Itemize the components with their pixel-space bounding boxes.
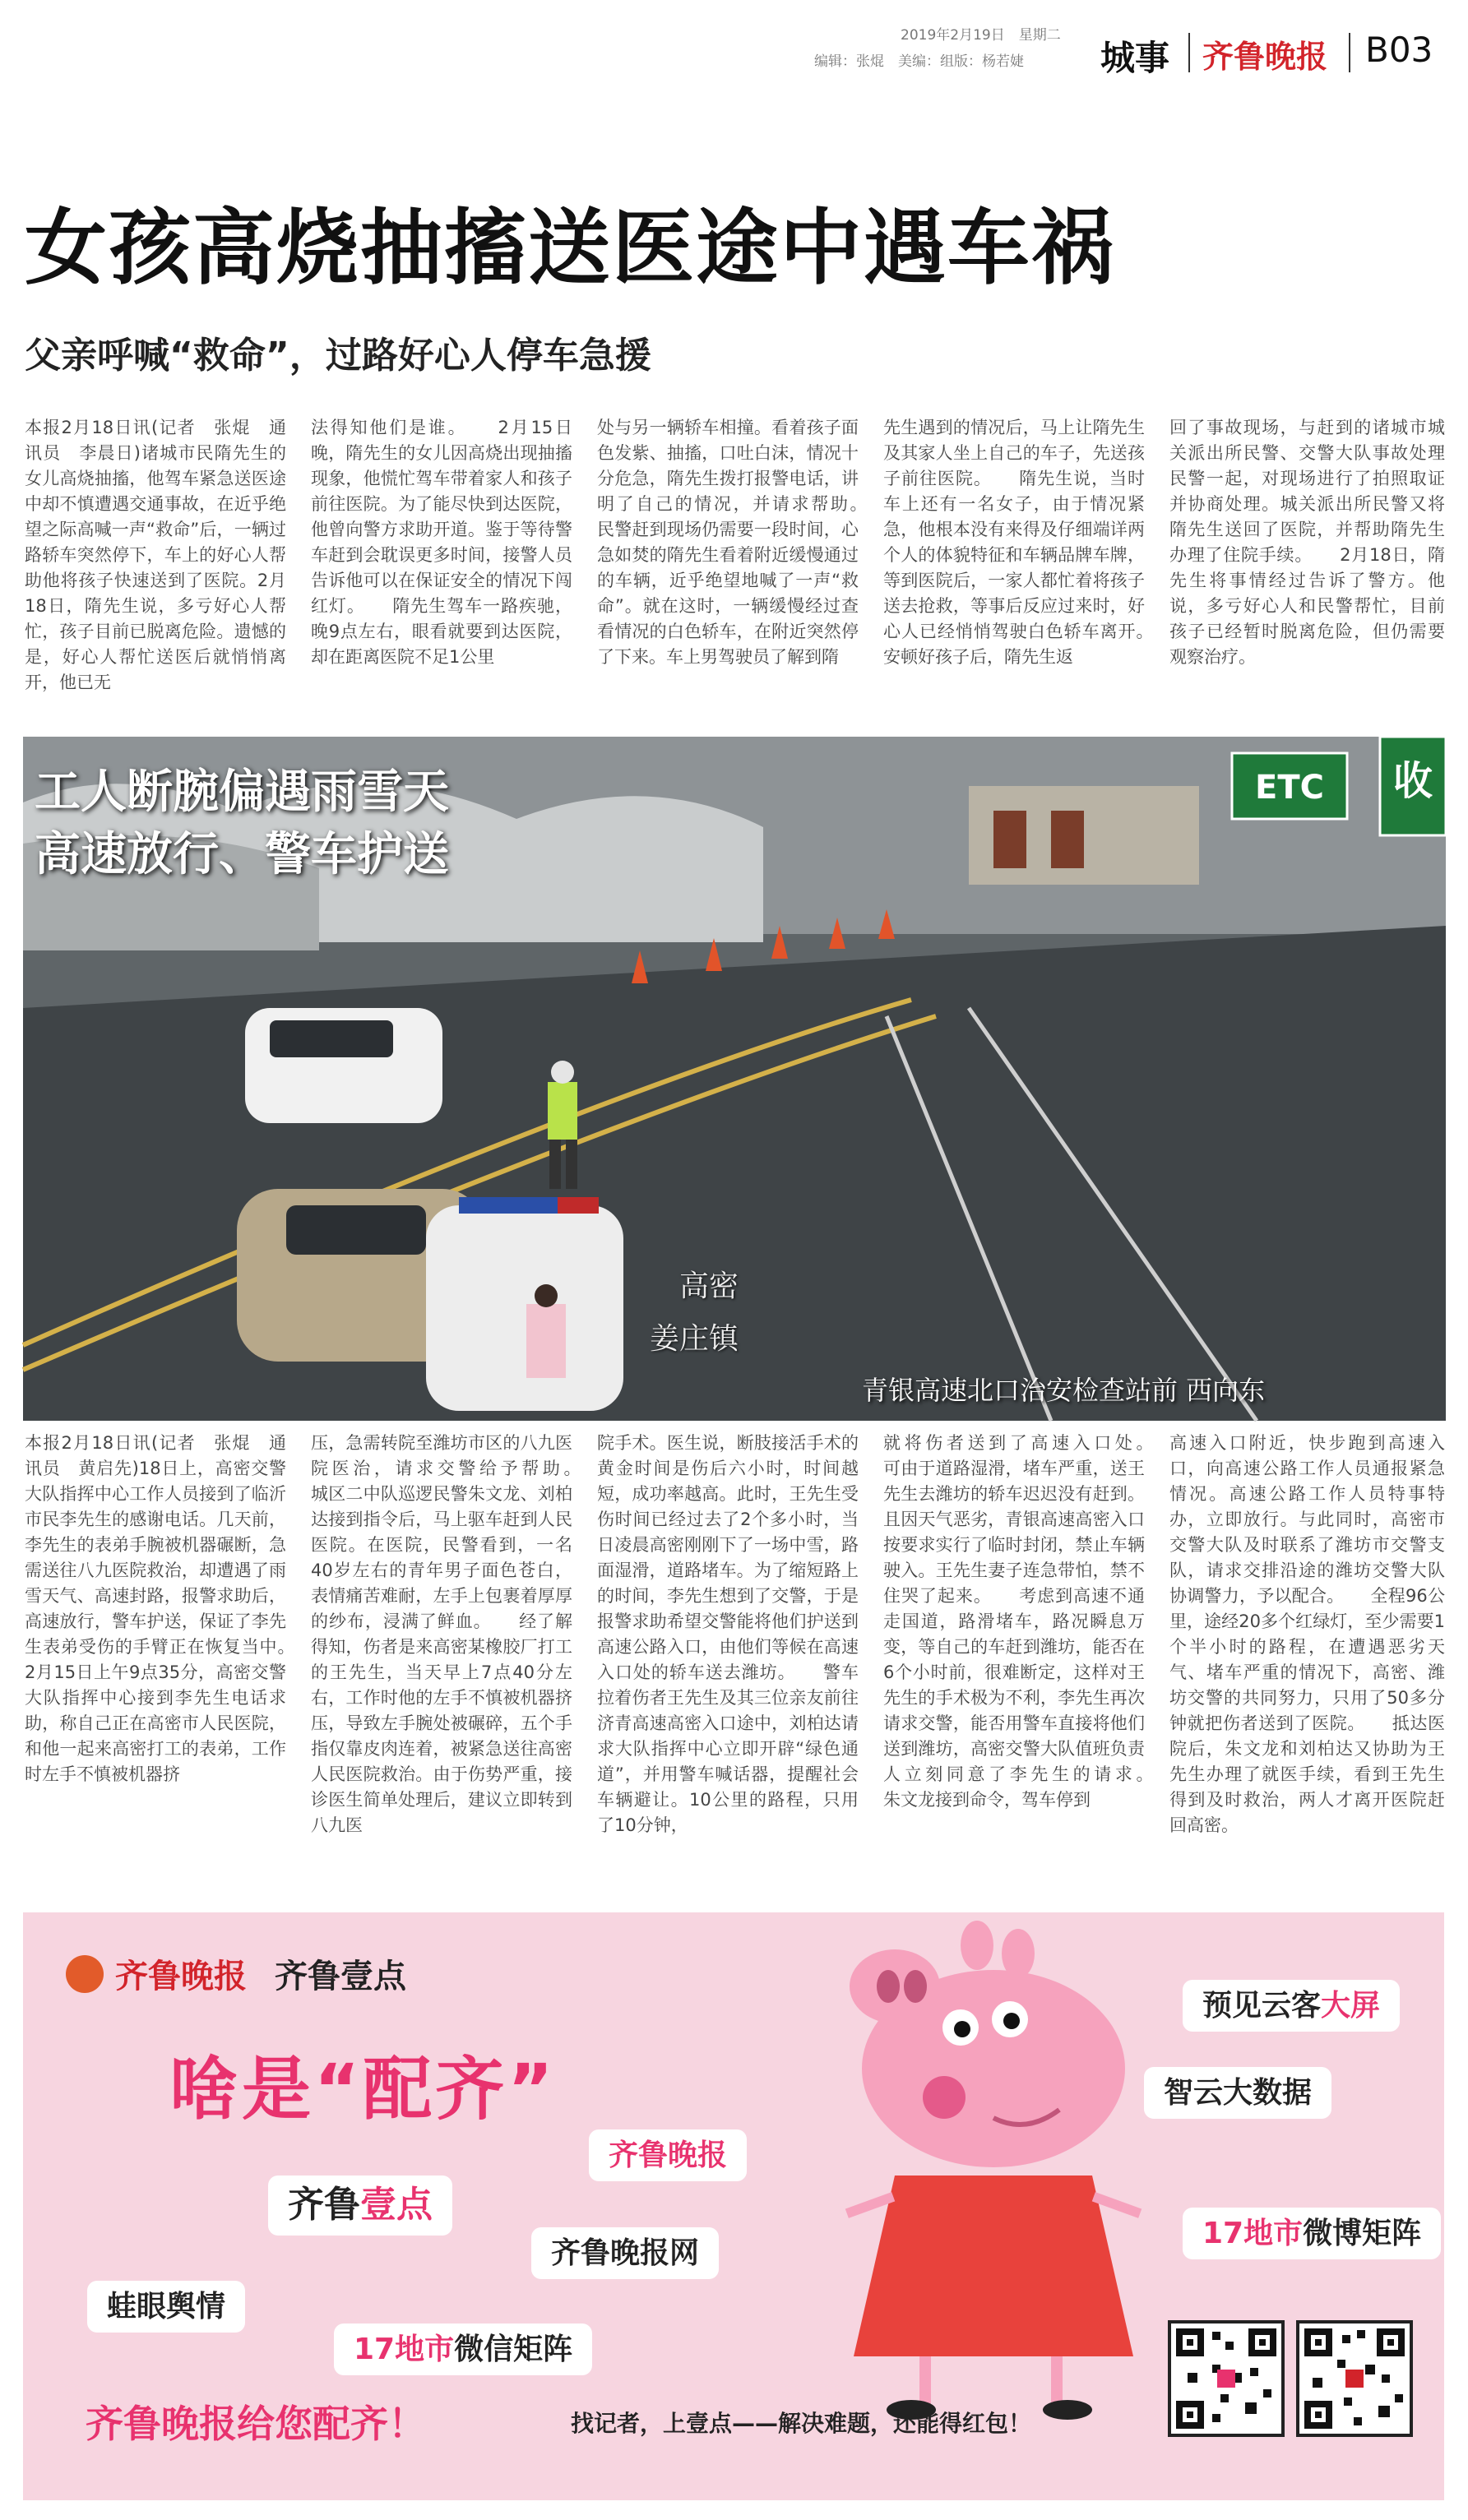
article2-column: 本报2月18日讯(记者 张焜 通讯员 黄启先)18日上，高密交警大队指挥中心工作人员接到了临沂市民李先生的感谢电话。几天前，李先生的表弟手腕被机器碾断，急需送往八九医院救治，却遭遇了雨雪天气、高速封路，报警求助后，高速放行，警车护送，保证了李先生表弟受伤的手臂正在恢复当中。 2月15日上午9点35分，高密交警大队指挥中心接到李先生电话求助，称自己正在高密市人民医院，和他一起来高密打工的表弟，工作时左手不慎被机器挤: [25, 1433, 321, 1784]
photo-headline: 工人断腕偏遇雨雪天 高速放行、警车护送: [35, 765, 449, 881]
overlay-location-1: 高密: [679, 1269, 739, 1303]
issue-date: 2019年2月19日 星期二: [901, 27, 1061, 44]
ad-item-bigdata: 智云大数据: [1144, 2067, 1331, 2119]
toll-sign: 收: [1392, 758, 1433, 804]
ad-item-yunke: 预见云客大屏: [1183, 1980, 1400, 2032]
header-divider: [1349, 33, 1350, 72]
ad-item-weixin: 17地市微信矩阵: [334, 2323, 592, 2375]
editor-credits: 编辑：张焜 美编：组版：杨若婕: [814, 53, 1024, 70]
article1-column: 先生遇到的情况后，马上让隋先生及其家人坐上自己的车子，先送孩子前往医院。 隋先生说，当时车上还有一名女子，由于情况紧急，他根本没有来得及仔细端详两个人的体貌特征和车辆品牌车牌，等到医院后，一家人都忙着将孩子送去抢救，等事后反应过来时，好心人已经悄悄驾驶白色轿车离开。 安顿好孩子后，隋先生返: [883, 418, 1179, 667]
ad-item-yidian: 齐鲁壹点: [268, 2176, 452, 2236]
ad-item-weibo: 17地市微博矩阵: [1183, 2208, 1441, 2259]
ad-slogan: 啥是“配齐”: [169, 2049, 557, 2129]
ad-item-wanbao: 齐鲁晚报: [589, 2129, 747, 2181]
article2-column: 压，急需转院至潍坊市区的八九医院医治，请求交警给予帮助。 城区二中队巡逻民警朱文龙、刘柏达接到指令后，马上驱车赶到人民医院。在医院，民警看到，一名40岁左右的青年男子面色苍白，表情痛苦难耐，左手上包裹着厚厚的纱布，浸满了鲜血。 经了解得知，伤者是来高密某橡胶厂打工的王先生，当天早上7点40分左右，工作时他的左手不慎被机器挤压，导致左手腕处被碾碎，五个手指仅靠皮肉连着，被紧急送往高密人民医院救治。由于伤势严重，接诊医生简单处理后，建议立即转到八九医: [311, 1433, 607, 1835]
header-divider: [1188, 33, 1190, 72]
ad-logo-group: [66, 1950, 406, 1997]
ad-app-logo: 齐鲁壹点: [275, 1958, 406, 1995]
subheadline: 父亲呼喊“救命”，过路好心人停车急援: [25, 335, 651, 377]
article2-column: 就将伤者送到了高速入口处。 可由于道路湿滑，堵车严重，送王先生去潍坊的轿车迟迟没有赶到。且因天气恶劣，青银高速高密入口按要求实行了临时封闭，禁止车辆驶入。王先生妻子连急带怕，禁不住哭了起来。 考虑到高速不通走国道，路滑堵车，路况瞬息万变，等自己的车赶到潍坊，能否在6个小时前，很难断定，这样对王先生的手术极为不利，李先生再次请求交警，能否用警车直接将他们送到潍坊，高密交警大队值班负责人立刻同意了李先生的请求。 朱文龙接到命令，驾车停到: [883, 1433, 1179, 1810]
advertisement: [23, 1912, 1444, 2500]
article1-column: 法得知他们是谁。 2月15日晚，隋先生的女儿因高烧出现抽搐现象，他慌忙驾车带着家人和孩子前往医院。为了能尽快到达医院，他曾向警方求助开道。鉴于等待警车赶到会耽误更多时间，接警人员告诉他可以在保证安全的情况下闯红灯。 隋先生驾车一路疾驰，晚9点左右，眼看就要到达医院，却在距离医院不足1公里: [311, 418, 572, 667]
article2-column: 高速入口附近，快步跑到高速入口，向高速公路工作人员通报紧急情况。高速公路工作人员特事特办，立即放行。与此同时，高密市交警大队及时联系了潍坊市交警支队，请求交排沿途的潍坊交警大队协调警力，予以配合。 全程96公里，途经20多个红绿灯，至少需要1个半小时的路程，在遭遇恶劣天气、堵车严重的情况下，高密、潍坊交警的共同努力，只用了50多分钟就把伤者送到了医院。 抵达医院后，朱文龙和刘柏达又协助为王先生办理了就医手续，看到王先生得到及时救治，两人才离开医院赶回高密。: [1169, 1433, 1445, 1835]
article1-column: 本报2月18日讯(记者 张焜 通讯员 李晨日)诸城市民隋先生的女儿高烧抽搐，他驾车紧急送医途中却不慎遭遇交通事故，在近乎绝望之际高喊一声“救命”后，一辆过路轿车突然停下，车上的好心人帮助他将孩子快速送到了医院。2月18日，隋先生说，多亏好心人帮忙，孩子目前已脱离危险。遗憾的是，好心人帮忙送医后就悄悄离开，他已无: [25, 418, 286, 692]
ad-item-wayan: 蛙眼舆情: [87, 2281, 245, 2333]
sun-logo-icon: [66, 1955, 104, 1993]
newspaper-logo: 齐鲁晚报: [1202, 38, 1328, 75]
article1-column: 回了事故现场，与赶到的诸城市城关派出所民警、交警大队事故处理民警一起，对现场进行了拍照取证并协商处理。城关派出所民警又将隋先生送回了医院，并帮助隋先生办理了住院手续。 2月18日，隋先生将事情经过告诉了警方。他说，多亏好心人和民警帮忙，目前孩子已经暂时脱离危险，但仍需要观察治疗。: [1169, 418, 1445, 667]
headline: 女孩高烧抽搐送医途中遇车祸: [25, 200, 1115, 296]
ad-item-wanbao-net: 齐鲁晚报网: [531, 2227, 719, 2279]
article2-column: 院手术。医生说，断肢接活手术的黄金时间是伤后六小时，时间越短，成功率越高。此时，王先生受伤时间已经过去了2个多小时，当日凌晨高密刚刚下了一场中雪，路面湿滑，道路堵车。为了缩短路上的时间，李先生想到了交警，于是报警求助希望交警能将他们护送到高速公路入口，由他们等候在高速入口处的轿车送去潍坊。 警车拉着伤者王先生及其三位亲友前往济青高速高密入口途中，刘柏达请求大队指挥中心立即开辟“绿色通道”，并用警车喊话器，提醒社会车辆避让。10公里的路程，只用了10分钟，: [597, 1433, 859, 1835]
etc-sign: ETC: [1255, 769, 1324, 807]
section-name: 城事: [1100, 38, 1170, 78]
page-number: B03: [1365, 30, 1433, 70]
qr-code-icon: [1168, 2320, 1285, 2437]
ad-footer-slogan: 齐鲁晚报给您配齐！: [86, 2402, 426, 2446]
article1-column: 处与另一辆轿车相撞。看着孩子面色发紫、抽搐，口吐白沫，情况十分危急，隋先生拨打报警电话，讲明了自己的情况，并请求帮助。 民警赶到现场仍需要一段时间，心急如焚的隋先生看着附近缓慢通过的车辆，近乎绝望地喊了一声“救命”。就在这时，一辆缓慢经过查看情况的白色轿车，在附近突然停了下来。车上男驾驶员了解到隋: [597, 418, 893, 667]
overlay-location-2: 姜庄镇: [650, 1322, 739, 1356]
news-photo: [23, 737, 1446, 1421]
photo-caption: 青银高速北口治安检查站前 西向东: [862, 1375, 1266, 1406]
ad-footer-subtext: 找记者，上壹点——解决难题，还能得红包！: [571, 2410, 1032, 2437]
qr-code-icon: [1296, 2320, 1413, 2437]
cartoon-pig-illustration: [747, 1929, 1191, 2422]
ad-newspaper-logo: 齐鲁晚报: [115, 1957, 247, 1995]
